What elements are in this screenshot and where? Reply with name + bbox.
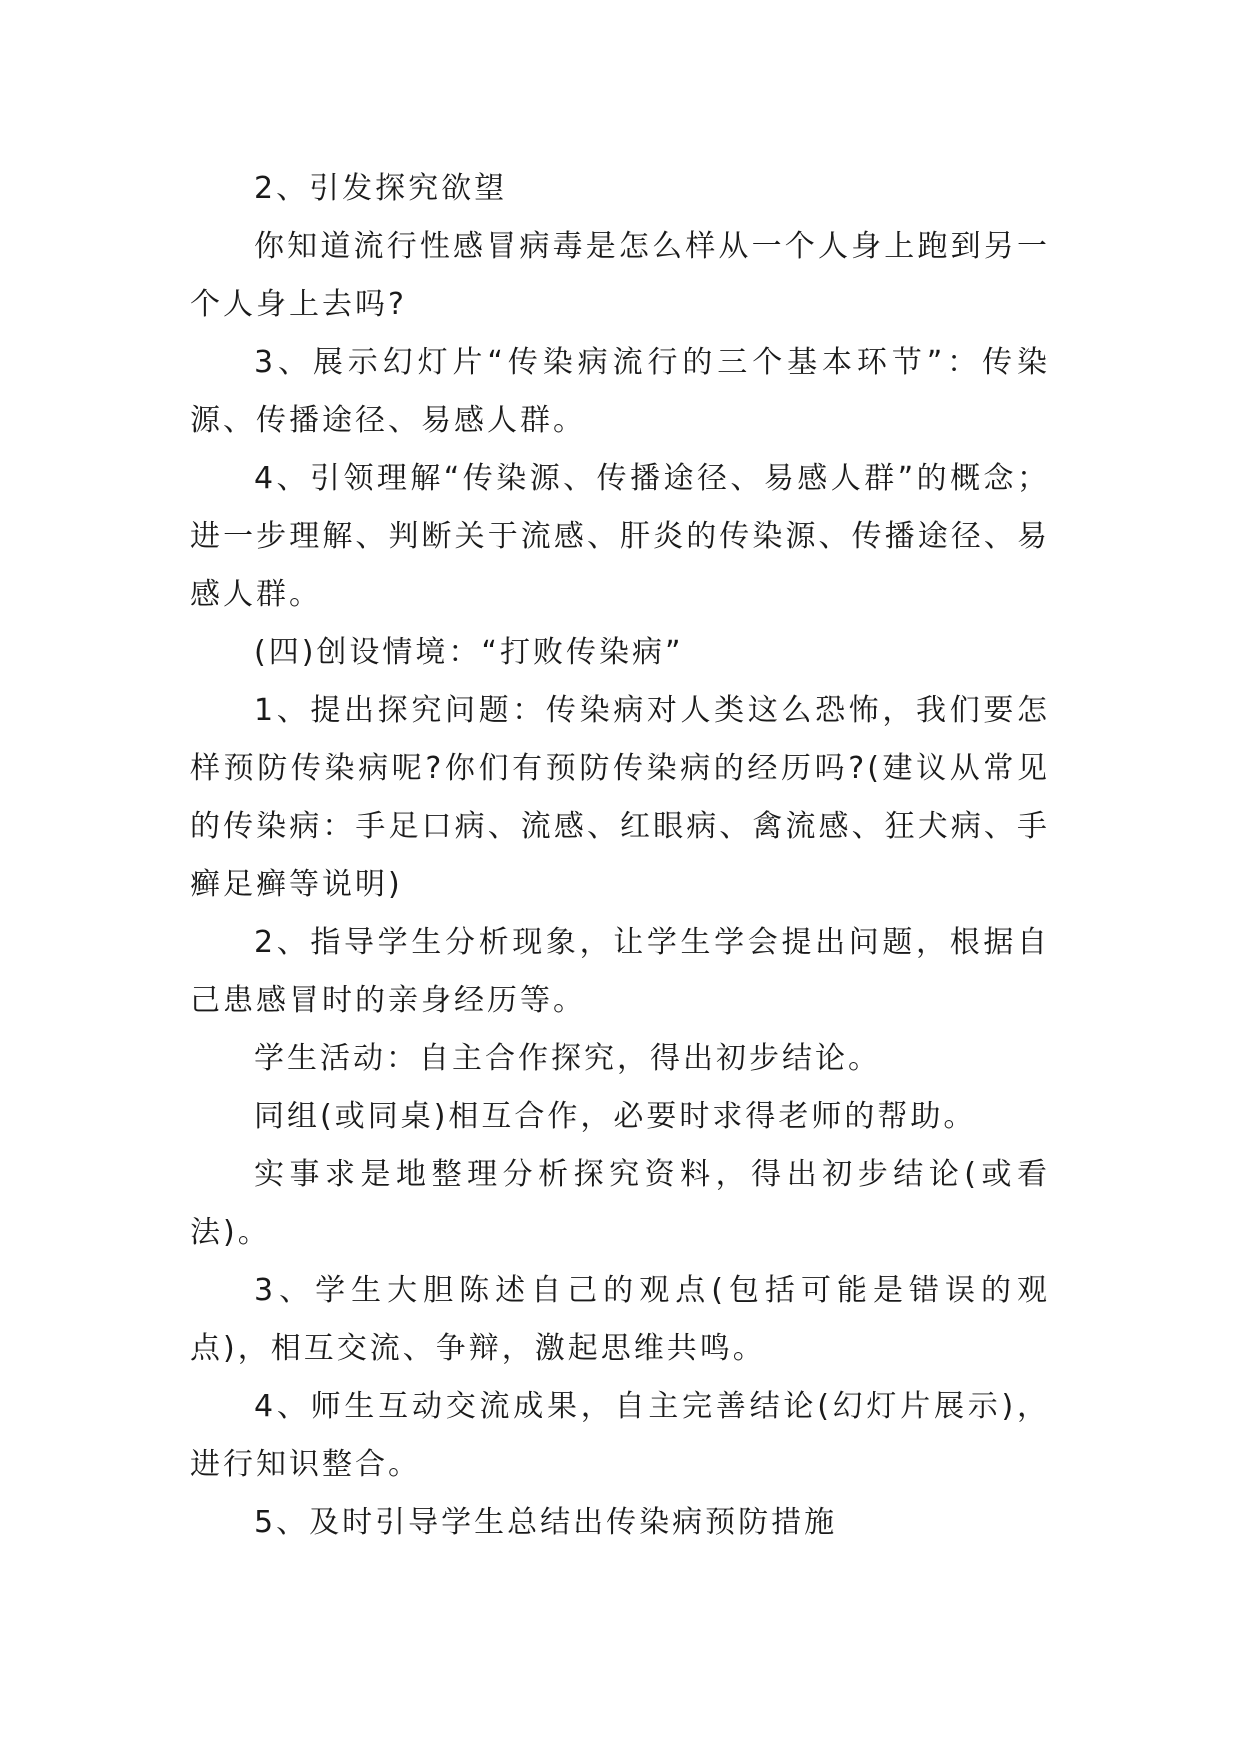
paragraph-4: 4、引领理解“传染源、传播途径、易感人群”的概念；进一步理解、判断关于流感、肝炎的传染源、传播途径、易感人群。	[190, 461, 1050, 612]
paragraph-2: 你知道流行性感冒病毒是怎么样从一个人身上跑到另一个人身上去吗?	[190, 229, 1050, 322]
paragraph-12: 4、师生互动交流成果，自主完善结论(幻灯片展示)，进行知识整合。	[190, 1389, 1050, 1482]
paragraph-8: 学生活动：自主合作探究，得出初步结论。	[254, 1041, 881, 1076]
paragraph-9: 同组(或同桌)相互合作，必要时求得老师的帮助。	[254, 1099, 977, 1134]
paragraph-5: (四)创设情境：“打败传染病”	[254, 635, 684, 670]
paragraph-11: 3、学生大胆陈述自己的观点(包括可能是错误的观点)，相互交流、争辩，激起思维共鸣。	[190, 1273, 1050, 1366]
paragraph-3: 3、展示幻灯片“传染病流行的三个基本环节”：传染源、传播途径、易感人群。	[190, 345, 1050, 438]
paragraph-1: 2、引发探究欲望	[254, 171, 508, 206]
document-body	[190, 160, 1050, 1552]
paragraph-10: 实事求是地整理分析探究资料，得出初步结论(或看法)。	[190, 1157, 1050, 1250]
paragraph-13: 5、及时引导学生总结出传染病预防措施	[254, 1505, 838, 1540]
paragraph-7: 2、指导学生分析现象，让学生学会提出问题，根据自己患感冒时的亲身经历等。	[190, 925, 1050, 1018]
paragraph-6: 1、提出探究问题：传染病对人类这么恐怖，我们要怎样预防传染病呢?你们有预防传染病的经历吗?(建议从常见的传染病：手足口病、流感、红眼病、禽流感、狂犬病、手癣足癣等说明)	[190, 693, 1050, 902]
